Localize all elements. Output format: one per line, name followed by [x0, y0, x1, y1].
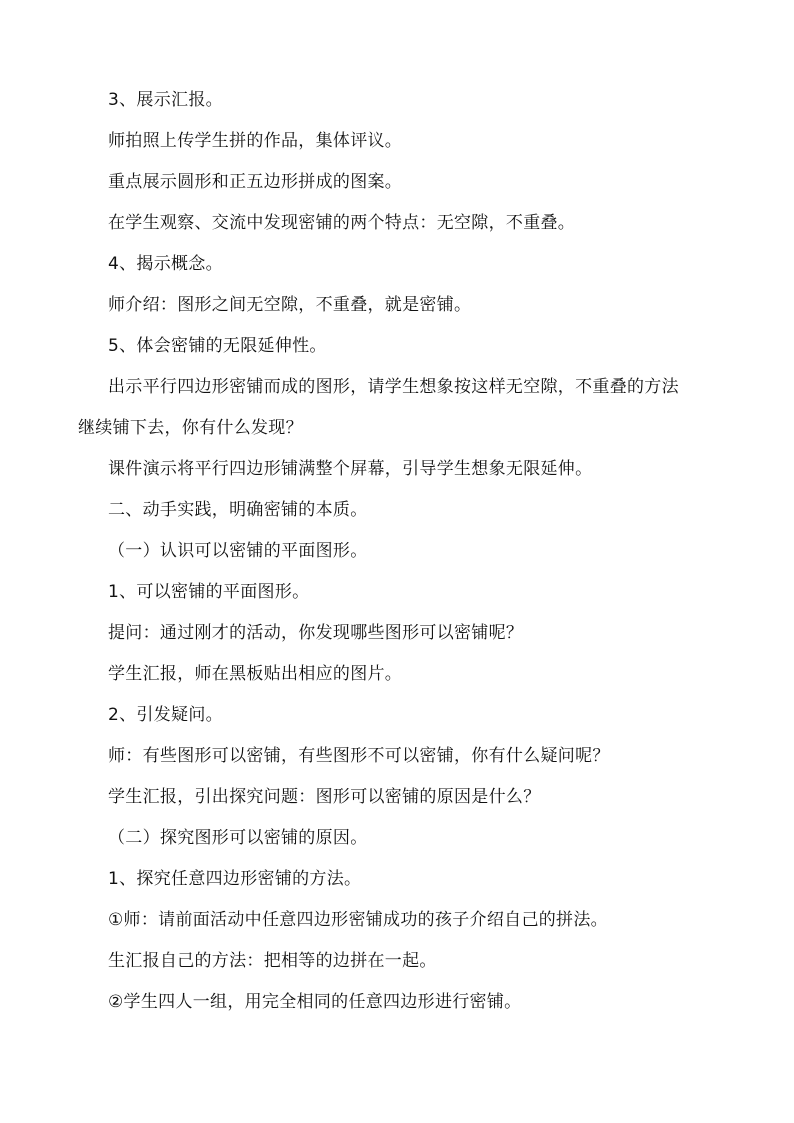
paragraph-line: 学生汇报，引出探究问题：图形可以密铺的原因是什么？ — [108, 787, 541, 807]
paragraph-line: 生汇报自己的方法：把相等的边拼在一起。 — [108, 951, 437, 971]
paragraph-line: 师拍照上传学生拼的作品，集体评议。 — [108, 131, 403, 151]
subsection-heading-2: （二）探究图形可以密铺的原因。 — [108, 828, 368, 848]
section-heading-5: 5、体会密铺的无限延伸性。 — [108, 336, 327, 356]
paragraph-line-continued: 继续铺下去，你有什么发现？ — [78, 418, 303, 438]
paragraph-line: 学生汇报，师在黑板贴出相应的图片。 — [108, 664, 403, 684]
section-heading-3: 3、展示汇报。 — [108, 90, 223, 110]
paragraph-line: 在学生观察、交流中发现密铺的两个特点：无空隙，不重叠。 — [108, 213, 576, 233]
chapter-heading-2: 二、动手实践，明确密铺的本质。 — [108, 500, 368, 520]
paragraph-line: ②学生四人一组，用完全相同的任意四边形进行密铺。 — [108, 992, 522, 1012]
section-heading-4: 4、揭示概念。 — [108, 254, 223, 274]
paragraph-line: 师：有些图形可以密铺，有些图形不可以密铺，你有什么疑问呢？ — [108, 746, 610, 766]
subsection-heading-1: （一）认识可以密铺的平面图形。 — [108, 541, 368, 561]
paragraph-line: 重点展示圆形和正五边形拼成的图案。 — [108, 172, 403, 192]
paragraph-line: ①师：请前面活动中任意四边形密铺成功的孩子介绍自己的拼法。 — [108, 910, 608, 930]
paragraph-line: 课件演示将平行四边形铺满整个屏幕，引导学生想象无限延伸。 — [108, 459, 593, 479]
paragraph-line: 出示平行四边形密铺而成的图形，请学生想象按这样无空隙，不重叠的方法 — [108, 377, 679, 397]
section-heading-2: 2、引发疑问。 — [108, 705, 223, 725]
paragraph-line: 师介绍：图形之间无空隙，不重叠，就是密铺。 — [108, 295, 472, 315]
section-heading-1b: 1、探究任意四边形密铺的方法。 — [108, 869, 362, 889]
section-heading-1: 1、可以密铺的平面图形。 — [108, 582, 310, 602]
paragraph-line: 提问：通过刚才的活动，你发现哪些图形可以密铺呢？ — [108, 623, 524, 643]
